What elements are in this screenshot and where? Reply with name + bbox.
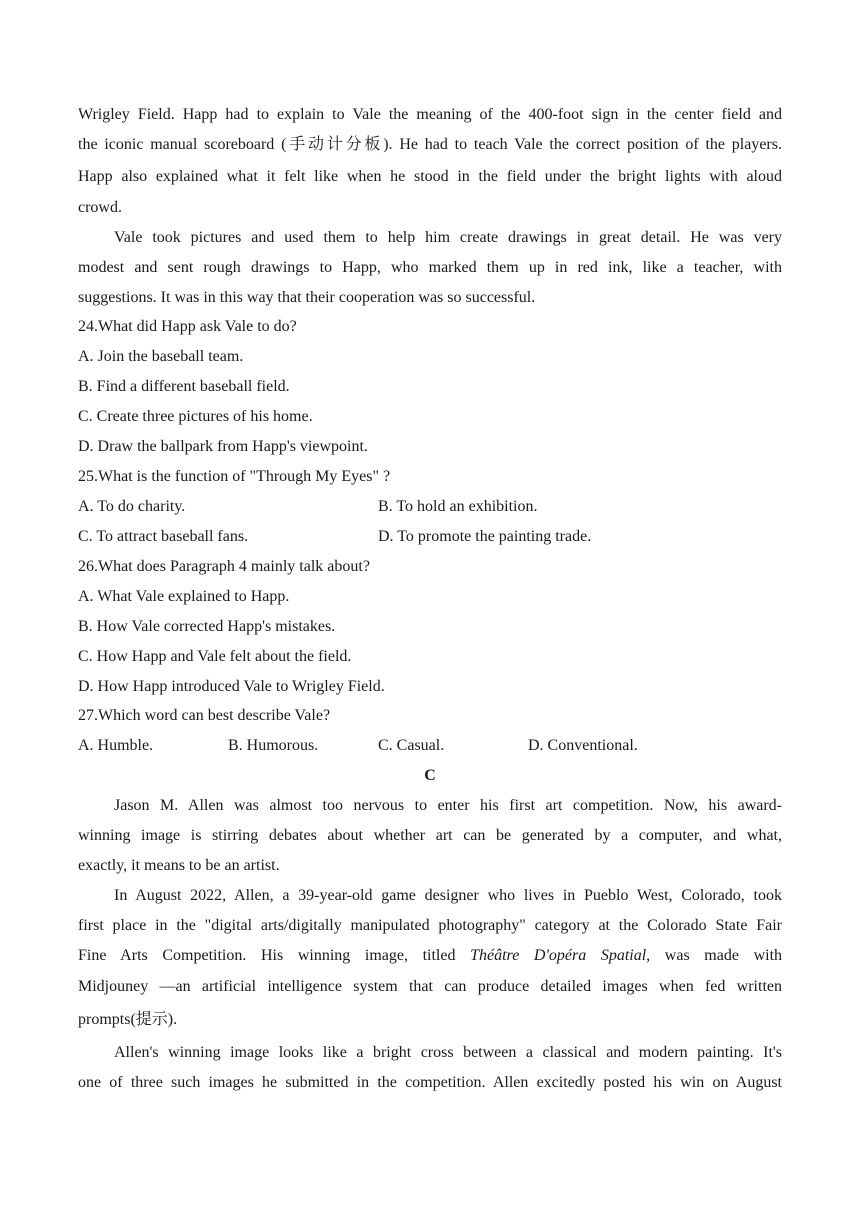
option-row [78, 731, 782, 761]
option-b: B. To hold an exhibition. [378, 498, 538, 515]
option-d: D. Conventional. [528, 737, 638, 754]
question-stem: 26.What does Paragraph 4 mainly talk about? [78, 558, 370, 575]
text-span: was made with [664, 947, 783, 964]
artwork-title: Théâtre D'opéra Spatial, [470, 947, 651, 964]
text-span: Fine Arts Competition. His winning image, titled [78, 947, 456, 964]
option-a: A. Join the baseball team. [78, 348, 244, 365]
passage-line: crowd. [78, 199, 122, 216]
passage-line: winning image is stirring debates about whether art can be generated by a computer, and what, [78, 827, 782, 844]
passage-line: Vale took pictures and used them to help him create drawings in great detail. He was very [114, 229, 782, 246]
passage-line: Wrigley Field. Happ had to explain to Vale the meaning of the 400-foot sign in the center field and [78, 106, 782, 123]
passage-line: Midjouney —an artificial intelligence system that can produce detailed images when fed written [78, 978, 782, 995]
option-a: A. To do charity. [78, 498, 186, 515]
option-b: B. Humorous. [228, 737, 319, 754]
question-stem: 25.What is the function of "Through My Eyes" ? [78, 468, 391, 485]
option-d: D. Draw the ballpark from Happ's viewpoint. [78, 438, 368, 455]
passage-line: the iconic manual scoreboard (手动计分板). He had to teach Vale the correct position of the players. [78, 136, 782, 153]
option-row [78, 522, 782, 552]
question-stem: 27.Which word can best describe Vale? [78, 707, 331, 724]
section-heading: C [424, 767, 436, 784]
option-c: C. Casual. [378, 737, 445, 754]
option-c: C. To attract baseball fans. [78, 528, 249, 545]
passage-line: exactly, it means to be an artist. [78, 857, 280, 874]
option-a: A. Humble. [78, 737, 154, 754]
option-d: D. How Happ introduced Vale to Wrigley Field. [78, 678, 385, 695]
option-a: A. What Vale explained to Happ. [78, 588, 290, 605]
option-b: B. Find a different baseball field. [78, 378, 290, 395]
passage-line: Happ also explained what it felt like when he stood in the field under the bright lights with aloud [78, 168, 782, 185]
option-row [78, 492, 782, 522]
passage-line: first place in the "digital arts/digitally manipulated photography" category at the Colorado State Fair [78, 917, 782, 934]
question-stem: 24.What did Happ ask Vale to do? [78, 318, 297, 335]
passage-line: prompts(提示). [78, 1011, 178, 1028]
passage-line: modest and sent rough drawings to Happ, who marked them up in red ink, like a teacher, with [78, 259, 782, 276]
passage-line: suggestions. It was in this way that their cooperation was so successful. [78, 289, 536, 306]
option-b: B. How Vale corrected Happ's mistakes. [78, 618, 336, 635]
passage-line [78, 941, 782, 971]
passage-line: Allen's winning image looks like a bright cross between a classical and modern painting. It's [114, 1044, 782, 1061]
option-c: C. How Happ and Vale felt about the field. [78, 648, 352, 665]
passage-line: Jason M. Allen was almost too nervous to enter his first art competition. Now, his award- [114, 797, 782, 814]
option-d: D. To promote the painting trade. [378, 528, 592, 545]
passage-line: one of three such images he submitted in the competition. Allen excitedly posted his win on August [78, 1074, 782, 1091]
option-c: C. Create three pictures of his home. [78, 408, 313, 425]
passage-line: In August 2022, Allen, a 39-year-old game designer who lives in Pueblo West, Colorado, took [114, 887, 782, 904]
